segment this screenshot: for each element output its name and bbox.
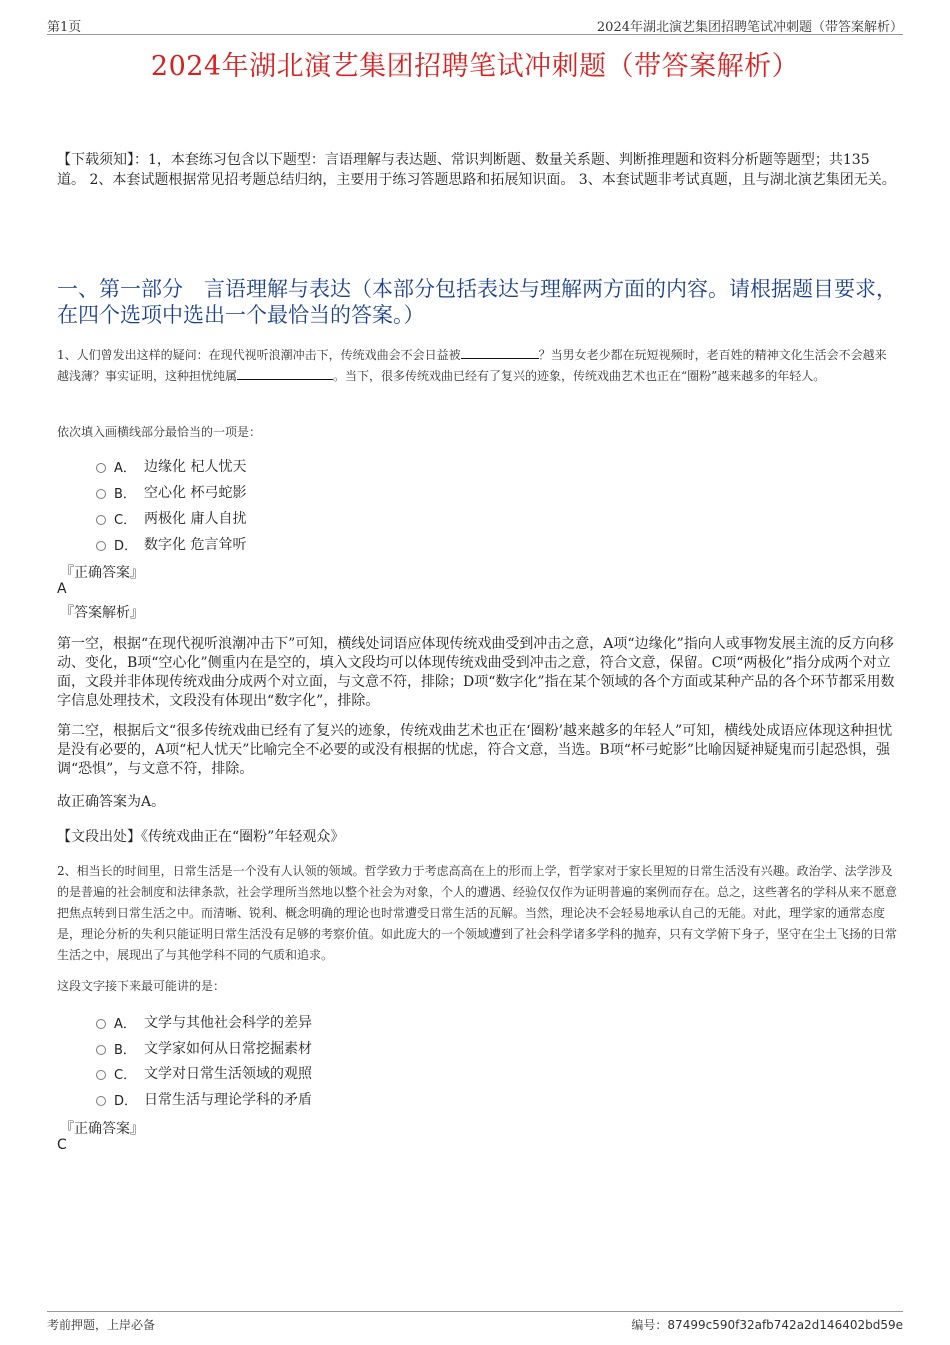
- option-text: 边缘化 杞人忧天: [144, 459, 247, 475]
- question-1-part-a: 1、人们曾发出这样的疑问：在现代视听浪潮冲击下，传统戏曲会不会日益被: [57, 348, 461, 362]
- option-letter: C．: [114, 512, 137, 528]
- radio-button[interactable]: [96, 1019, 106, 1029]
- document-id: [631, 1316, 903, 1333]
- fill-blank: [237, 367, 333, 380]
- option-c[interactable]: [96, 1064, 312, 1082]
- page-number: 第1页: [47, 20, 82, 35]
- radio-button[interactable]: [96, 463, 106, 473]
- question-2-prompt: 这段文字接下来最可能讲的是：: [57, 979, 226, 993]
- radio-button[interactable]: [96, 515, 106, 525]
- correct-answer: A: [57, 581, 67, 597]
- option-b[interactable]: [96, 483, 246, 501]
- option-letter: A．: [114, 1016, 136, 1032]
- section-title: 一、第一部分 言语理解与表达（本部分包括表达与理解两方面的内容。请根据题目要求，在四个选项中选出一个最恰当的答案。）: [57, 277, 897, 327]
- page-footer: [47, 1311, 903, 1336]
- option-d[interactable]: [96, 535, 246, 553]
- option-a[interactable]: [96, 1013, 312, 1031]
- document-title: 2024年湖北演艺集团招聘笔试冲刺题（带答案解析）: [150, 51, 800, 82]
- analysis-paragraph-1: 第一空，根据“在现代视听浪潮冲击下”可知，横线处词语应体现传统戏曲受到冲击之意，A项“边缘化”指向人或事物发展主流的反方向移动、变化，B项“空心化”侧重内在是空的，填入文段均可以体现传统戏曲受到冲击之意，符合文意，保留。C项“两极化”指分成两个对立面，文段并非体现传统戏曲分成两个对立面，与文意不符，排除；D项“数字化”指在某个领域的各个方面或某种产品的各个环节都采用数字信息处理技术，文段没有体现出“数字化”，排除。: [57, 636, 895, 709]
- question-1-part-b: ？当男女老少都在玩短视频时，老百姓的精神文化生活会不会越来越浅薄？事实证明，这种担忧纯属: [57, 348, 887, 383]
- option-letter: B．: [114, 486, 136, 502]
- option-d[interactable]: [96, 1090, 312, 1108]
- option-text: 日常生活与理论学科的矛盾: [144, 1092, 312, 1108]
- option-letter: D．: [114, 538, 138, 554]
- header-doc-title: 2024年湖北演艺集团招聘笔试冲刺题（带答案解析）: [596, 20, 903, 35]
- document-id-label: 编号：: [631, 1318, 668, 1332]
- option-text: 文学家如何从日常挖掘素材: [144, 1041, 312, 1057]
- option-c[interactable]: [96, 509, 246, 527]
- document-id-value: 87499c590f32afb742a2d146402bd59e: [667, 1318, 903, 1332]
- radio-button[interactable]: [96, 489, 106, 499]
- fill-blank: [461, 346, 539, 359]
- correct-answer-label: 『正确答案』: [60, 565, 144, 581]
- analysis-paragraph-2: 第二空，根据后文“很多传统戏曲已经有了复兴的迹象，传统戏曲艺术也正在‘圈粉’越来越多的年轻人”可知，横线处成语应体现这种担忧是没有必要的，A项“杞人忧天”比喻完全不必要的或没有根据的忧虑，符合文意，当选。B项“杯弓蛇影”比喻因疑神疑鬼而引起恐惧，强调“恐惧”，与文意不符，排除。: [57, 723, 893, 777]
- answer-conclusion: 故正确答案为A。: [57, 794, 166, 810]
- option-text: 文学与其他社会科学的差异: [144, 1015, 312, 1031]
- question-2-text: 2、相当长的时间里，日常生活是一个没有人认领的领域。哲学致力于考虑高高在上的形而上学，哲学家对于家长里短的日常生活没有兴趣。政治学、法学涉及的是普遍的社会制度和法律条款，社会学理所当然地以整个社会为对象，个人的遭遇、经验仅仅作为证明普遍的案例而存在。总之，这些著名的学科从来不愿意把焦点转到日常生活之中。而清晰、锐利、概念明确的理论也时常遭受日常生活的瓦解。当然，理论决不会轻易地承认自己的无能。对此，理学家的通常态度是，理论分析的失利只能证明日常生活没有足够的考察价值。如此庞大的一个领域遭到了社会科学诸多学科的抛弃，只有文学俯下身子，坚守在尘土飞扬的日常生活之中，展现出了与其他学科不同的气质和追求。: [57, 864, 898, 962]
- radio-button[interactable]: [96, 1070, 106, 1080]
- download-notice: 【下载须知】：1，本套练习包含以下题型：言语理解与表达题、常识判断题、数量关系题、判断推理题和资料分析题等题型；共135道。 2、本套试题根据常见招考题总结归纳，主要用于练习答题思路和拓展知识面。 3、本套试题非考试真题，且与湖北演艺集团无关。: [57, 152, 896, 188]
- option-b[interactable]: [96, 1039, 312, 1057]
- page-header: [47, 14, 903, 35]
- footer-slogan: 考前押题，上岸必备: [47, 1318, 156, 1332]
- option-text: 文学对日常生活领域的观照: [144, 1066, 312, 1082]
- option-text: 空心化 杯弓蛇影: [144, 485, 247, 501]
- radio-button[interactable]: [96, 541, 106, 551]
- correct-answer-label: 『正确答案』: [60, 1121, 144, 1137]
- option-a[interactable]: [96, 457, 246, 475]
- option-letter: D．: [114, 1093, 138, 1109]
- radio-button[interactable]: [96, 1096, 106, 1106]
- option-text: 数字化 危言耸听: [144, 537, 247, 553]
- option-letter: A．: [114, 460, 136, 476]
- question-1-part-c: 。当下，很多传统戏曲已经有了复兴的迹象，传统戏曲艺术也正在“圈粉”越来越多的年轻人。: [333, 369, 826, 383]
- correct-answer: C: [57, 1137, 67, 1153]
- question-1-text: [57, 345, 897, 387]
- option-text: 两极化 庸人自扰: [144, 511, 247, 527]
- question-1-prompt: 依次填入画横线部分最恰当的一项是：: [57, 425, 262, 439]
- option-letter: C．: [114, 1067, 137, 1083]
- radio-button[interactable]: [96, 1045, 106, 1055]
- analysis-label: 『答案解析』: [60, 605, 144, 621]
- option-letter: B．: [114, 1042, 136, 1058]
- source-citation: 【文段出处】《传统戏曲正在“圈粉”年轻观众》: [57, 829, 345, 845]
